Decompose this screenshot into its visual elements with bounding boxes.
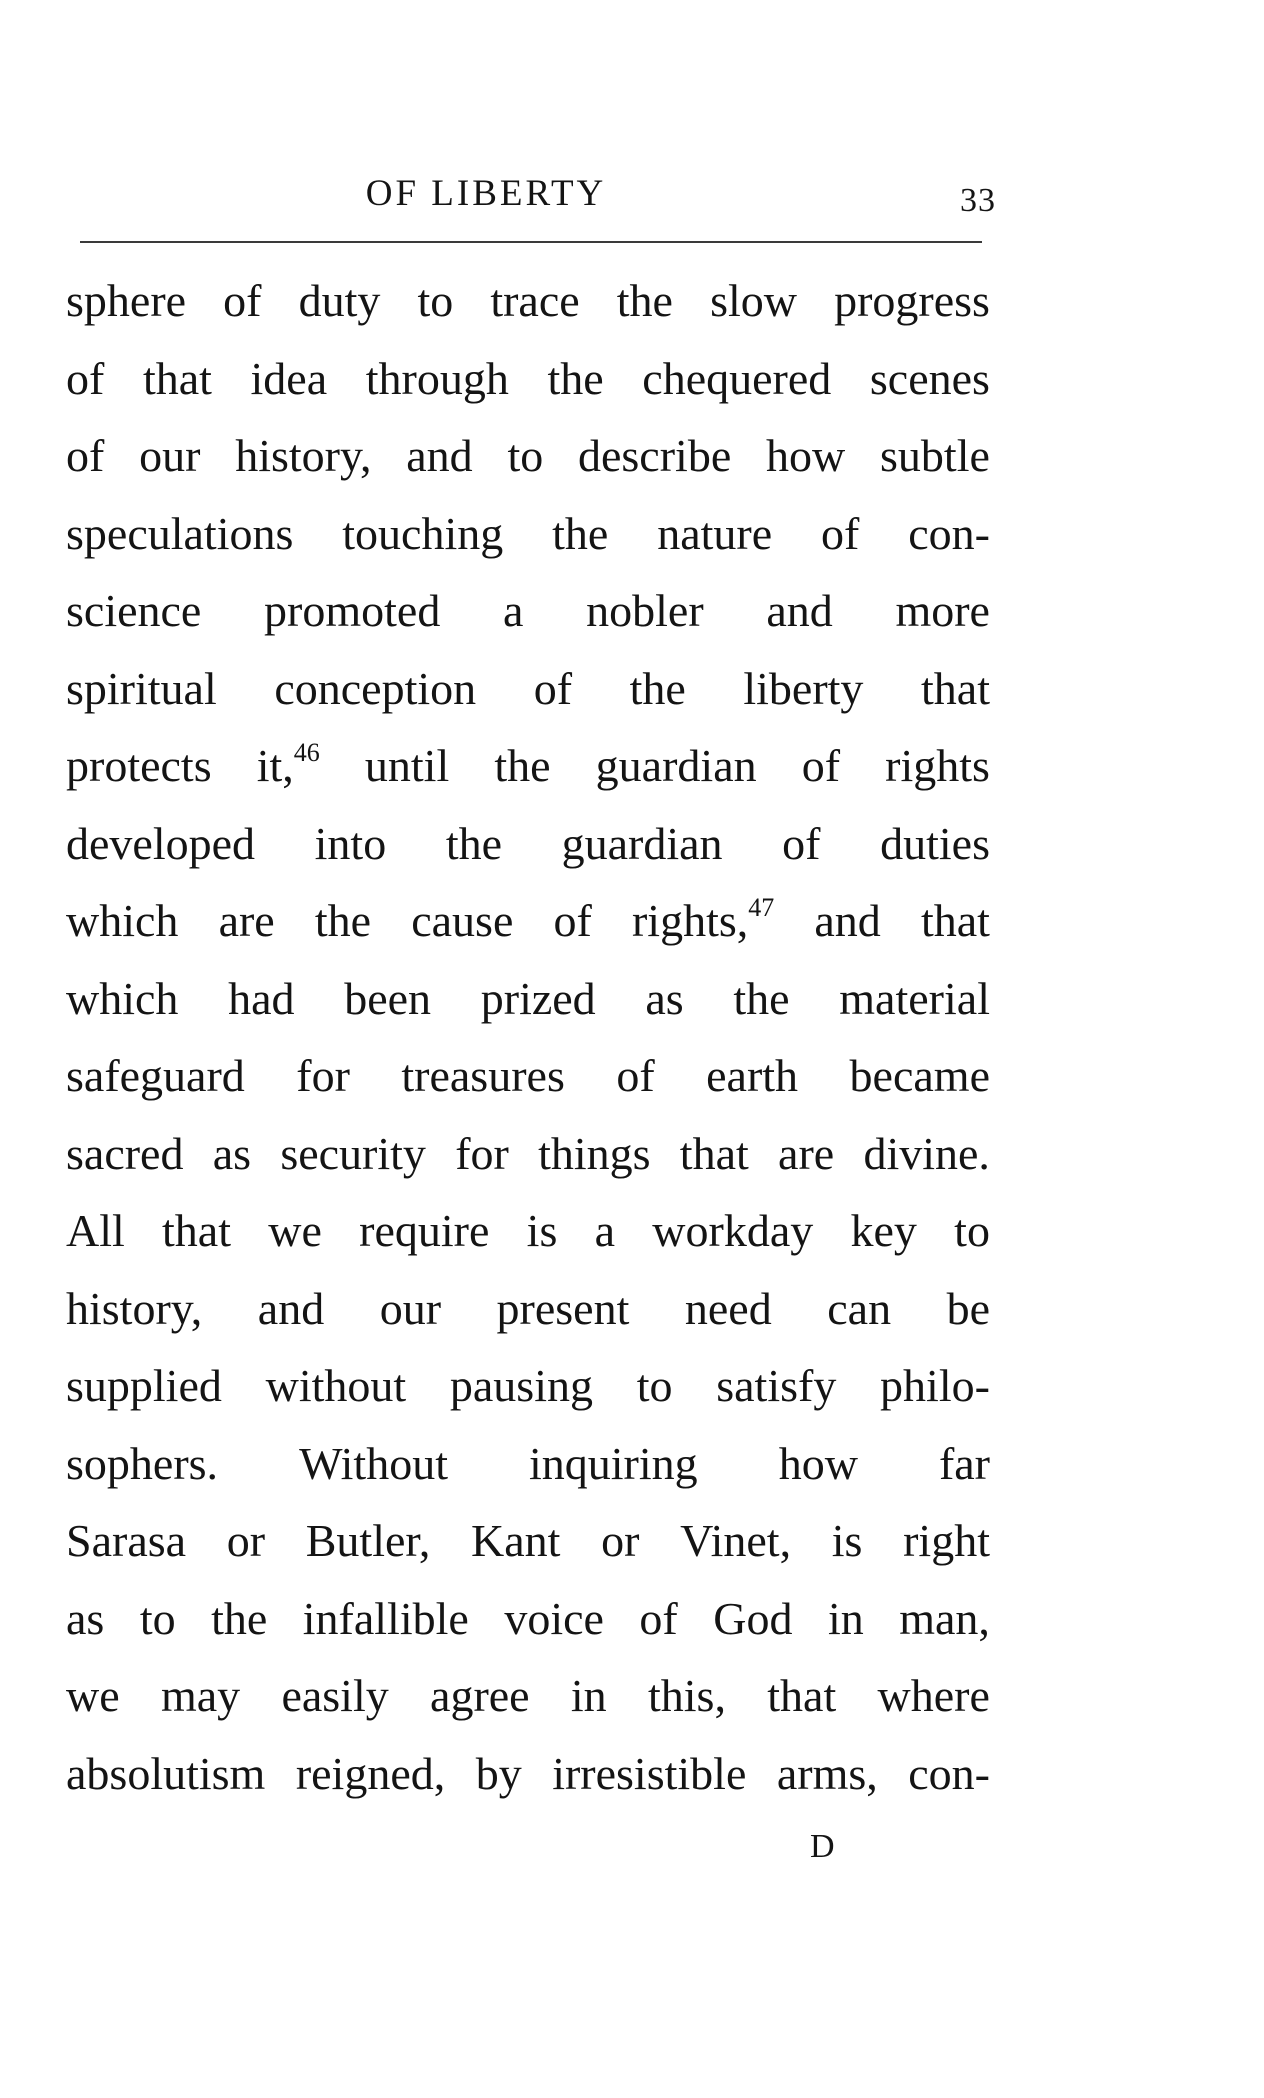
text-line-12: sacred as security for things that are divine. [66,1127,990,1179]
text-line-10: which had been prized as the material [66,972,990,1024]
text-line-20: absolutism reigned, by irresistible arms, con- [66,1747,990,1799]
body-text [66,262,990,1812]
text-line-8: developed into the guardian of duties [66,817,990,869]
footnote-ref-46: 46 [293,738,320,767]
running-title: OF LIBERTY [365,173,607,214]
text-line-6: spiritual conception of the liberty that [66,662,990,714]
text-line-4: speculations touching the nature of con- [66,507,990,559]
text-line-18: as to the infallible voice of God in man, [66,1592,990,1644]
text-line-17: Sarasa or Butler, Kant or Vinet, is right [66,1515,990,1566]
running-head [76,168,996,218]
signature-mark: D [810,1828,836,1865]
page-number: 33 [960,182,996,219]
footnote-ref-47: 47 [748,893,775,922]
text-line-9: which are the cause of rights,$^{47}$ and that [66,893,990,946]
text-line-3: of our history, and to describe how subtle [66,430,990,481]
text-line-14: history, and our present need can be [66,1282,990,1334]
text-line-1: sphere of duty to trace the slow progress [66,275,990,326]
text-line-2: of that idea through the chequered scenes [66,352,990,404]
text-line-16: sophers. Without inquiring how far [66,1437,990,1489]
text-line-7: protects it,$^{46}$ until the guardian of rights [66,738,990,791]
text-line-13: All that we require is a workday key to [66,1205,990,1256]
text-line-19: we may easily agree in this, that where [66,1670,990,1721]
text-line-15: supplied without pausing to satisfy philo- [66,1360,990,1411]
text-line-5: science promoted a nobler and more [66,585,990,636]
header-rule [80,241,982,243]
text-line-11: safeguard for treasures of earth became [66,1050,990,1101]
